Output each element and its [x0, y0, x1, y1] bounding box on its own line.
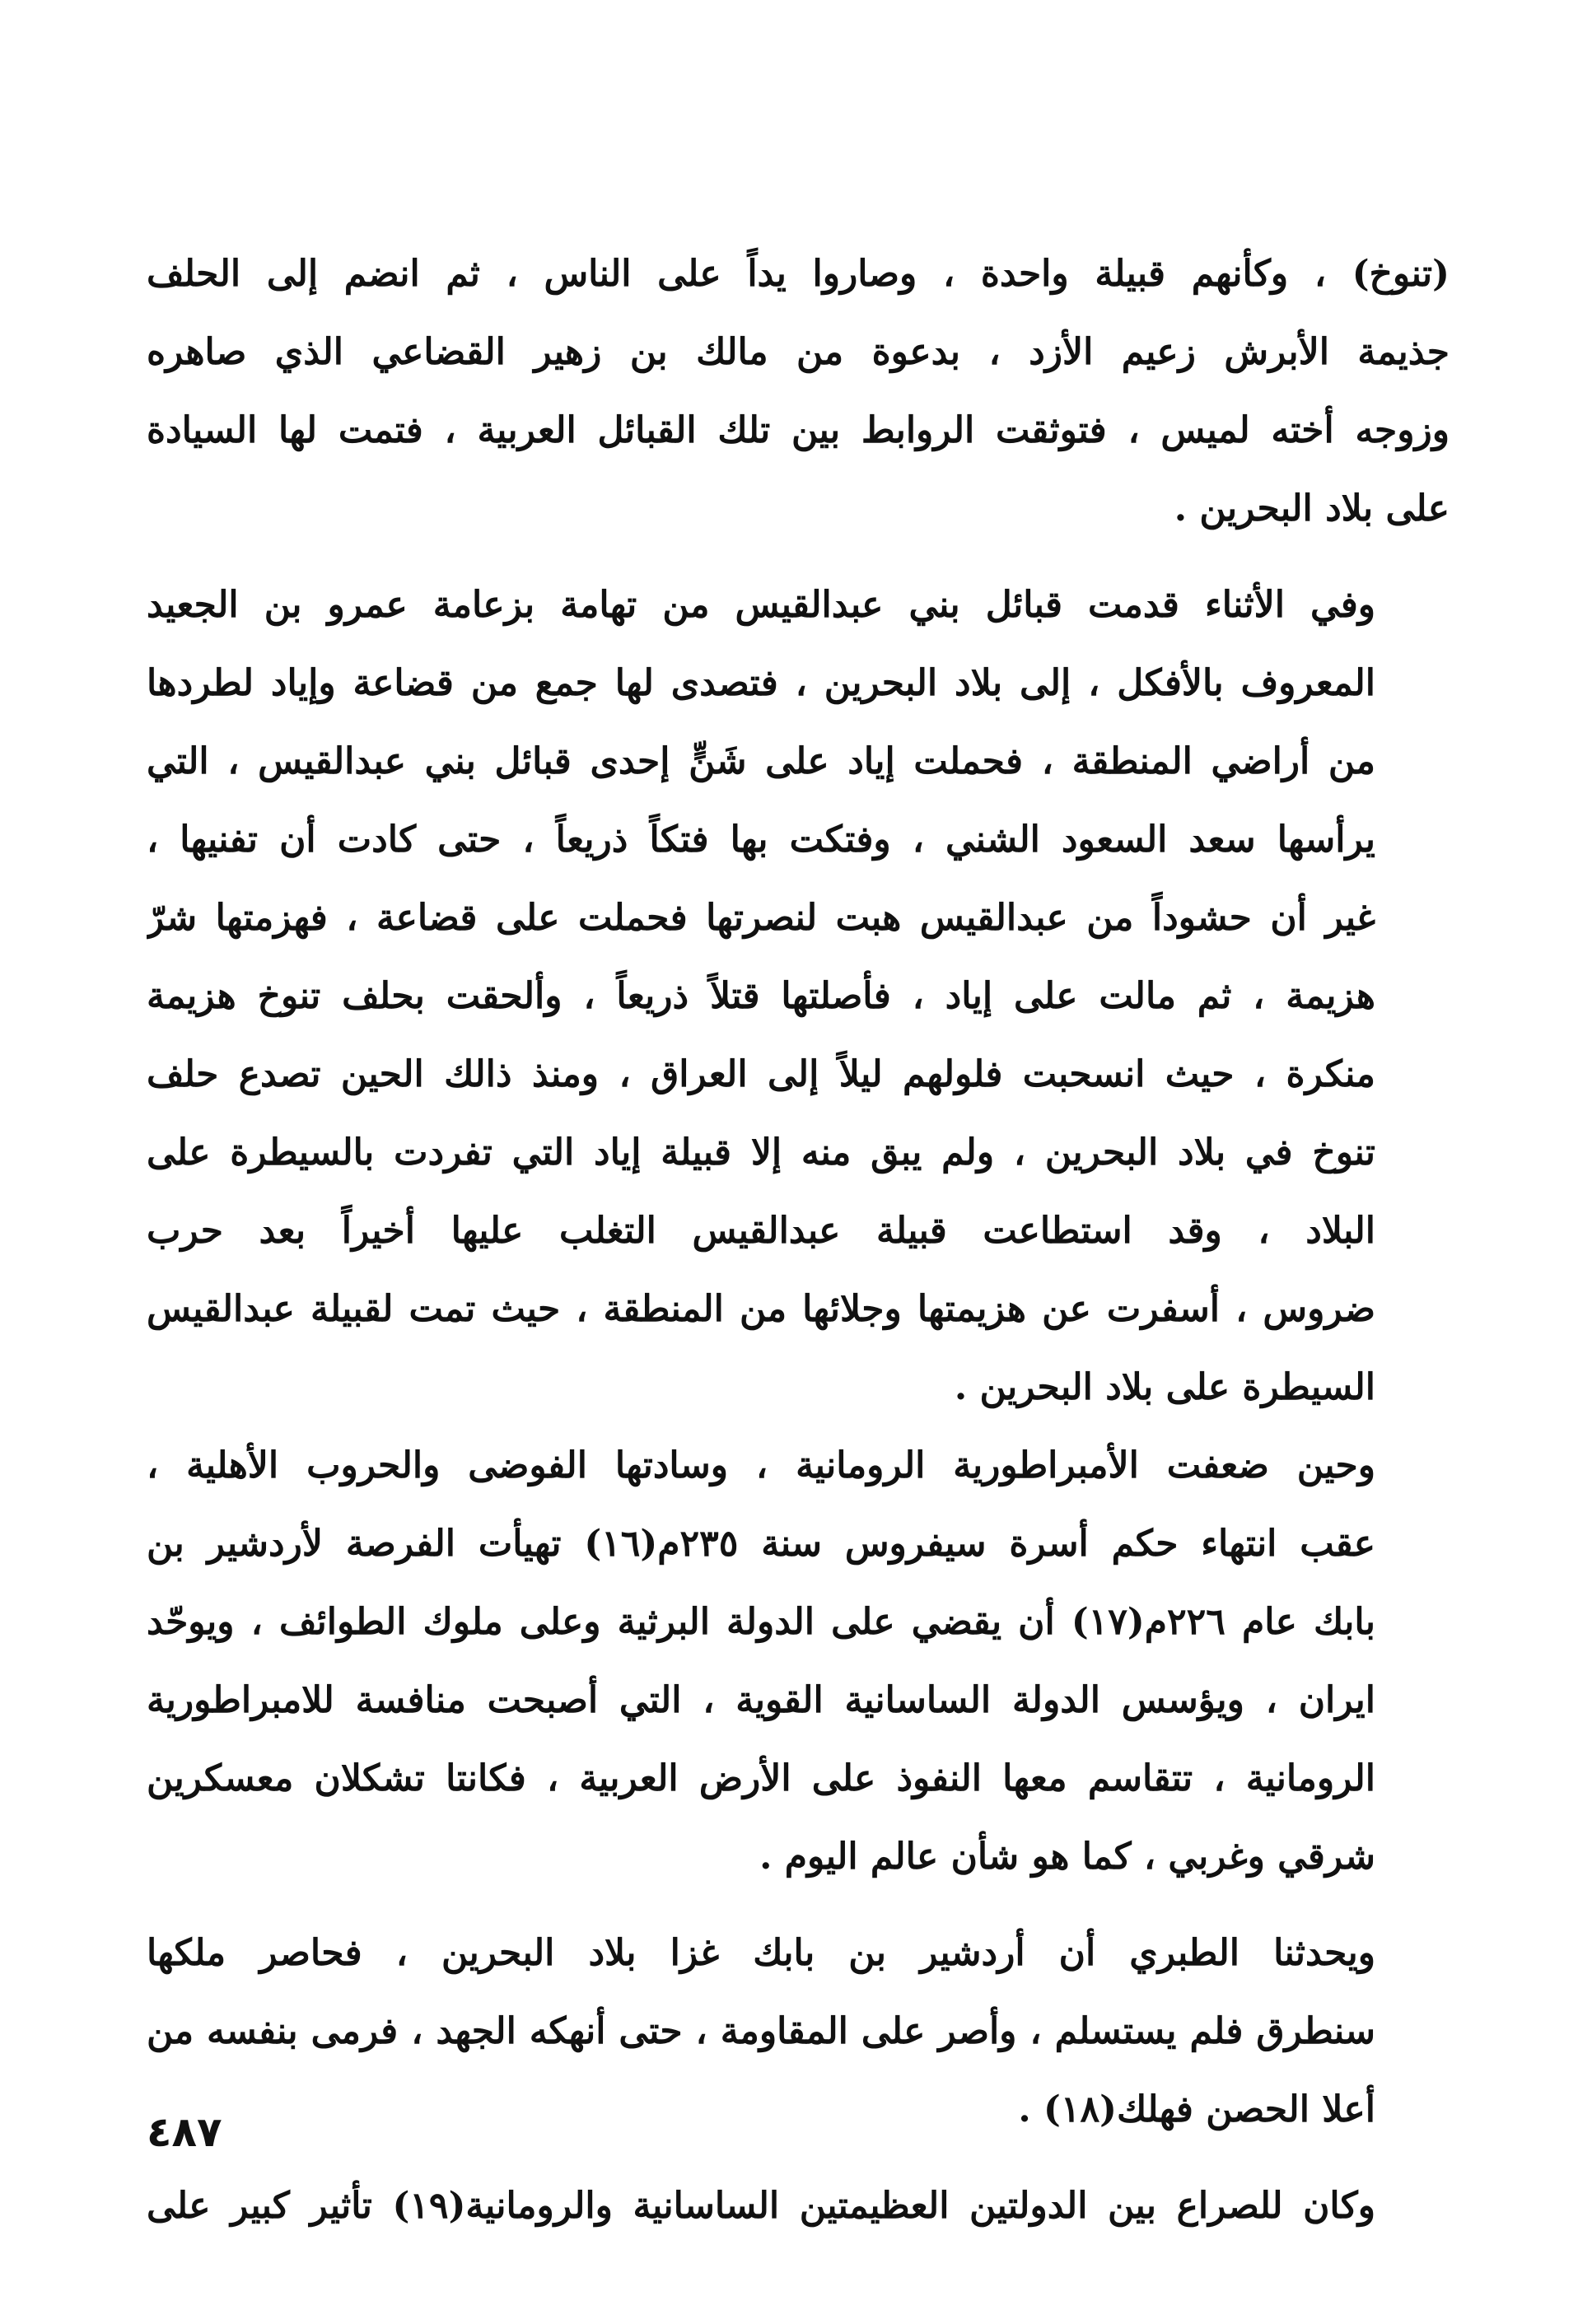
text-line: المعروف بالأفكل ، إلى بلاد البحرين ، فتصدى لها جمع من قضاعة وإياد لطردها — [147, 662, 1375, 704]
text-line: تنوخ في بلاد البحرين ، ولم يبق منه إلا قبيلة إياد التي تفردت بالسيطرة على — [147, 1132, 1376, 1174]
text-line: (تنوخ) ، وكأنهم قبيلة واحدة ، وصاروا يداً على الناس ، ثم انضم إلى الحلف — [147, 253, 1450, 295]
text-line: ايران ، ويؤسس الدولة الساسانية القوية ، التي أصبحت منافسة للامبراطورية — [147, 1679, 1375, 1721]
paragraph-3 — [147, 1426, 1450, 1896]
text-line: وزوجه أخته لميس ، فتوثقت الروابط بين تلك القبائل العربية ، فتمت لها السيادة — [147, 409, 1450, 451]
paragraph-1 — [147, 235, 1450, 548]
page-number: ٤٨٧ — [147, 2108, 222, 2156]
text-line: منكرة ، حيث انسحبت فلولهم ليلاً إلى العراق ، ومنذ ذالك الحين تصدع حلف — [147, 1053, 1375, 1095]
text-line: ويحدثنا الطبري أن أردشير بن بابك غزا بلاد البحرين ، فحاصر ملكها — [147, 1932, 1375, 1974]
text-line: وفي الأثناء قدمت قبائل بني عبدالقيس من تهامة بزعامة عمرو بن الجعيد — [147, 584, 1375, 626]
text-line: شرقي وغربي ، كما هو شأن عالم اليوم . — [759, 1836, 1375, 1878]
text-line: على بلاد البحرين . — [1174, 488, 1450, 530]
text-line: وحين ضعفت الأمبراطورية الرومانية ، وسادتها الفوضى والحروب الأهلية ، — [147, 1444, 1375, 1486]
body-text — [147, 235, 1450, 2245]
text-line: من أراضي المنطقة ، فحملت إياد على شَنٍّ إحدى قبائل بني عبدالقيس ، التي — [147, 740, 1375, 782]
text-line: ضروس ، أسفرت عن هزيمتها وجلائها من المنطقة ، حيث تمت لقبيلة عبدالقيس — [147, 1288, 1375, 1330]
text-line: هزيمة ، ثم مالت على إياد ، فأصلتها قتلاً ذريعاً ، وألحقت بحلف تنوخ هزيمة — [147, 975, 1375, 1017]
text-line: أعلا الحصن فهلك(١٨) . — [1018, 2088, 1375, 2130]
text-line: جذيمة الأبرش زعيم الأزد ، بدعوة من مالك بن زهير القضاعي الذي صاهره — [147, 331, 1450, 373]
text-line: غير أن حشوداً من عبدالقيس هبت لنصرتها فحملت على قضاعة ، فهزمتها شرّ — [147, 897, 1375, 939]
paragraph-2 — [147, 566, 1450, 1426]
text-line: عقب انتهاء حكم أسرة سيفروس سنة ٢٣٥م(١٦) تهيأت الفرصة لأردشير بن — [147, 1523, 1375, 1565]
text-line: وكان للصراع بين الدولتين العظيمتين الساسانية والرومانية(١٩) تأثير كبير على — [147, 2185, 1376, 2227]
text-line: يرأسها سعد السعود الشني ، وفتكت بها فتكاً ذريعاً ، حتى كادت أن تفنيها ، — [147, 819, 1375, 861]
text-line: السيطرة على بلاد البحرين . — [954, 1366, 1375, 1408]
text-line: بابك عام ٢٢٦م(١٧) أن يقضي على الدولة البرثية وعلى ملوك الطوائف ، ويوحّد — [147, 1601, 1375, 1643]
text-line: سنطرق فلم يستسلم ، وأصر على المقاومة ، حتى أنهكه الجهد ، فرمى بنفسه من — [147, 2010, 1375, 2052]
paragraph-5 — [147, 2167, 1450, 2245]
text-line: الرومانية ، تتقاسم معها النفوذ على الأرض العربية ، فكانتا تشكلان معسكرين — [147, 1757, 1375, 1799]
text-line: البلاد ، وقد استطاعت قبيلة عبدالقيس التغلب عليها أخيراً بعد حرب — [147, 1210, 1375, 1252]
paragraph-4 — [147, 1914, 1450, 2149]
